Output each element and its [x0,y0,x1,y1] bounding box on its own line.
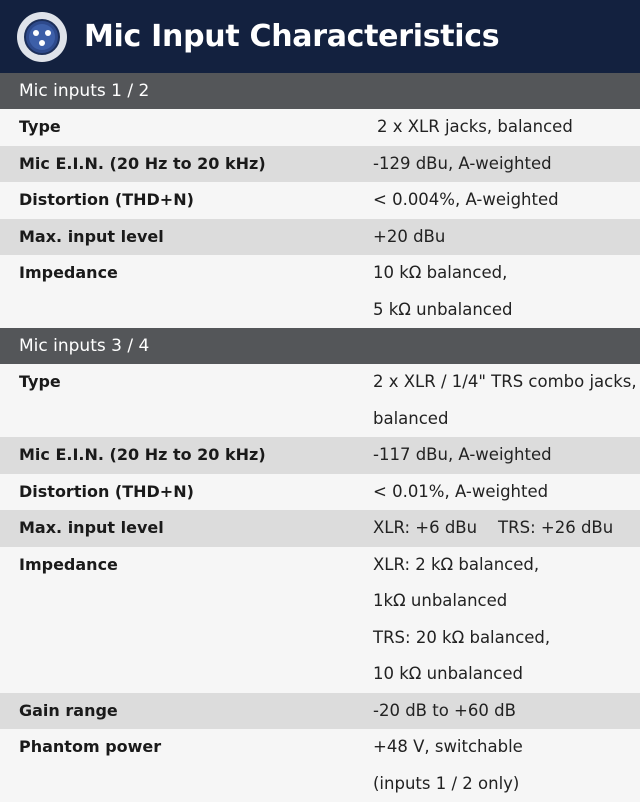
spec-value-line: XLR: 2 kΩ balanced, [373,554,540,574]
spec-value-line: XLR: +6 dBu TRS: +26 dBu [373,518,614,537]
spec-label: Distortion (THD+N) [19,481,194,501]
spec-value [353,693,640,730]
spec-value [353,729,640,802]
spec-label: Gain range [19,700,118,720]
spec-value [353,510,640,547]
spec-value-line: -20 dB to +60 dB [373,700,516,720]
spec-row [0,219,640,256]
spec-row [0,547,640,693]
spec-row [0,109,640,146]
spec-label: Phantom power [19,737,162,756]
spec-value-line: 2 x XLR jacks, balanced [377,117,573,136]
spec-value-line: 10 kΩ unbalanced [373,664,523,683]
spec-value-line: 2 x XLR / 1/4" TRS combo jacks, [373,372,637,391]
spec-value [353,182,640,219]
spec-value [353,255,640,328]
spec-value-line: 10 kΩ balanced, [373,263,508,282]
spec-value [353,219,640,256]
spec-row [0,474,640,511]
spec-label: Max. input level [19,518,164,537]
spec-value [353,109,640,146]
spec-row [0,437,640,474]
spec-value-line: 5 kΩ unbalanced [373,299,513,319]
spec-value [353,146,640,183]
spec-label: Distortion (THD+N) [19,190,194,209]
spec-value-line: -117 dBu, A-weighted [373,445,552,464]
section-header: Mic inputs 3 / 4 [0,328,640,364]
spec-label: Type [19,372,61,391]
spec-label: Mic E.I.N. (20 Hz to 20 kHz) [19,445,266,464]
spec-value-line: balanced [373,408,449,428]
spec-value-line: < 0.01%, A-weighted [373,481,549,501]
spec-value-line: -129 dBu, A-weighted [373,153,552,173]
spec-label: Max. input level [19,226,164,246]
spec-value-line: 1kΩ unbalanced [373,591,508,610]
spec-value [353,474,640,511]
spec-value-line: < 0.004%, A-weighted [373,190,559,209]
spec-row [0,693,640,730]
spec-row [0,510,640,547]
spec-label: Impedance [19,554,118,574]
spec-row [0,255,640,328]
spec-row [0,729,640,802]
spec-row [0,364,640,437]
spec-value-line: TRS: 20 kΩ balanced, [373,627,551,647]
spec-row [0,182,640,219]
section-header: Mic inputs 1 / 2 [0,73,640,109]
spec-row [0,146,640,183]
spec-label: Mic E.I.N. (20 Hz to 20 kHz) [19,153,266,173]
spec-value [353,437,640,474]
spec-value-line: +20 dBu [373,226,446,246]
page-title: Mic Input Characteristics [84,19,500,54]
spec-value [353,364,640,437]
spec-table [0,73,640,802]
page-header [0,0,640,73]
spec-label: Impedance [19,263,118,282]
spec-value-line: (inputs 1 / 2 only) [373,773,520,793]
spec-value [353,547,640,693]
xlr-connector-icon [17,12,67,62]
spec-value-line: +48 V, switchable [373,737,523,756]
spec-label: Type [19,117,61,136]
